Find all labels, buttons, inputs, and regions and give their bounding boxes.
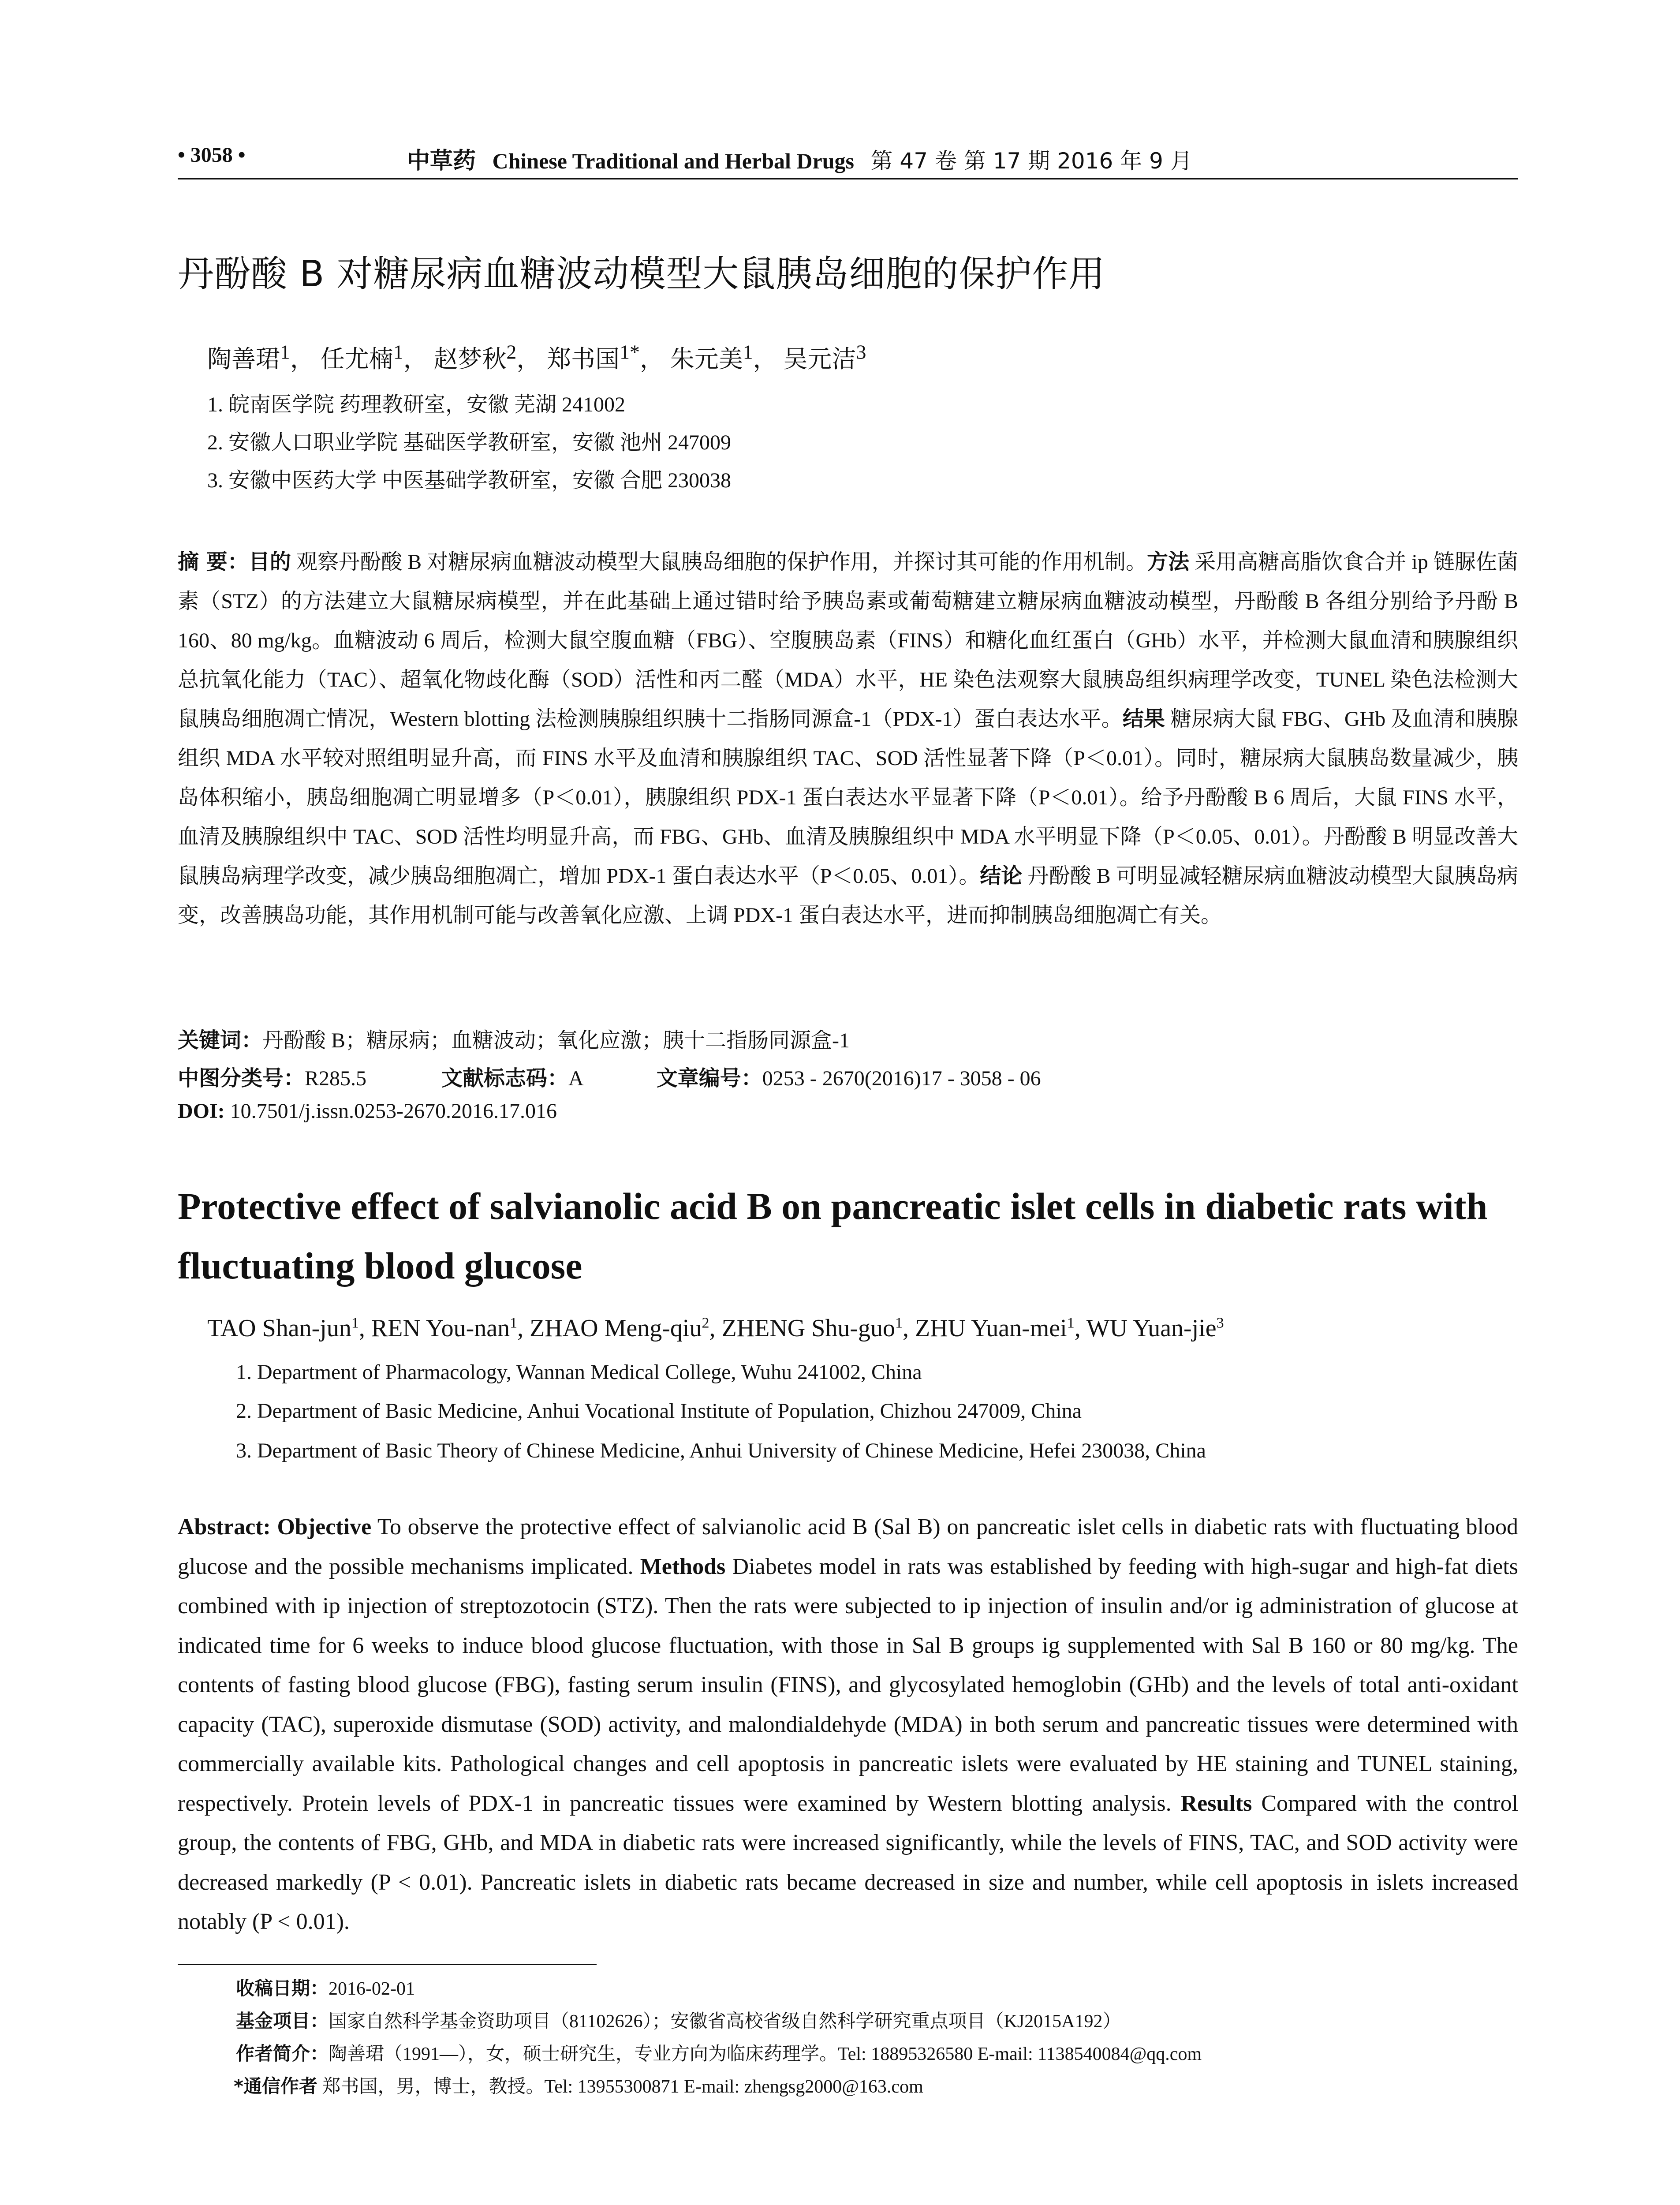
cn-results-text: 糖尿病大鼠 FBG、GHb 及血清和胰腺组织 MDA 水平较对照组明显升高，而 FINS 水平及血清和胰腺组织 TAC、SOD 活性显著下降（P＜0.01）。同时，糖尿病大鼠胰岛数量减少，胰岛体积缩小，胰岛细胞凋亡明显增多（P＜0.01），胰腺组织 PDX-1 蛋白表达水平显著下降（P＜0.01）。给予丹酚酸 B 6 周后，大鼠 FINS 水平，血清及胰腺组织中 TAC、SOD 活性均明显升高，而 FBG、GHb、血清及胰腺组织中 MDA 水平明显下降（P＜0.05、0.01）。丹酚酸 B 明显改善大鼠胰岛病理学改变，减少胰岛细胞凋亡，增加 PDX-1 蛋白表达水平（P＜0.05、0.01）。 xyxy=(178,707,1518,888)
footnote-corresponding xyxy=(234,2072,923,2098)
cn-keywords-text: 丹酚酸 B；糖尿病；血糖波动；氧化应激；胰十二指肠同源盒-1 xyxy=(262,1029,850,1052)
cn-authors: 陶善珺$^1$， 任尤楠$^1$， 赵梦秋$^2$， 郑书国$^{1*}$， 朱元美$^1$， 吴元洁$^3$ xyxy=(207,340,866,373)
cn-affiliation: 1. 皖南医学院 药理教研室，安徽 芜湖 241002 xyxy=(207,393,626,416)
corr-label: *通信作者 xyxy=(234,2075,317,2097)
author-bio-text: 陶善珺（1991—），女，硕士研究生，专业方向为临床药理学。Tel: 18895326580 E-mail: 1138540084@qq.com xyxy=(329,2044,1202,2064)
cn-author: 吴元洁 xyxy=(783,346,856,373)
en-author-aff: 1 xyxy=(1067,1315,1075,1331)
corr-text: 郑书国，男，博士，教授。Tel: 13955300871 E-mail: zhengsg2000@163.com xyxy=(322,2077,923,2097)
class-label: 中图分类号： xyxy=(178,1066,305,1091)
header-rule xyxy=(178,178,1518,179)
cn-author: 陶善珺 xyxy=(207,346,280,373)
cn-author: 郑书国 xyxy=(547,346,620,373)
cn-author-aff: 2 xyxy=(506,340,517,363)
cn-affiliation: 2. 安徽人口职业学院 基础医学教研室，安徽 池州 247009 xyxy=(207,431,732,454)
cn-methods-text: 采用高糖高脂饮食合并 ip 链脲佐菌素（STZ）的方法建立大鼠糖尿病模型，并在此基础上通过错时给予胰岛素或葡萄糖建立糖尿病血糖波动模型，丹酚酸 B 各组分别给予丹酚 B 160、80 mg/kg。血糖波动 6 周后，检测大鼠空腹血糖（FBG）、空腹胰岛素（FINS）和糖化血红蛋白（GHb）水平，并检测大鼠血清和胰腺组织总抗氧化能力（TAC）、超氧化物歧化酶（SOD）活性和丙二醛（MDA）水平，HE 染色法观察大鼠胰岛组织病理学改变，TUNEL 染色法检测大鼠胰岛细胞凋亡情况，Western blotting 法检测胰腺组织胰十二指肠同源盒-1（PDX-1）蛋白表达水平。 xyxy=(178,550,1518,731)
cn-objective-text: 观察丹酚酸 B 对糖尿病血糖波动模型大鼠胰岛细胞的保护作用，并探讨其可能的作用机制。 xyxy=(296,550,1147,574)
en-author-aff: 1 xyxy=(510,1315,518,1331)
en-authors: TAO Shan-jun$^1$, REN You-nan$^1$, ZHAO Meng-qiu$^2$, ZHENG Shu-guo$^1$, ZHU Yuan-mei$^1$, WU Yuan-jie$^3$ xyxy=(207,1315,1224,1342)
article-value: 0253 - 2670(2016)17 - 3058 - 06 xyxy=(762,1067,1041,1090)
en-author: TAO Shan-jun xyxy=(207,1315,351,1342)
cn-conclusion-label: 结论 xyxy=(980,863,1023,888)
cn-author-aff: 1 xyxy=(743,340,753,363)
doccode-label: 文献标志码： xyxy=(441,1066,569,1091)
article-label: 文章编号： xyxy=(656,1066,762,1091)
en-results-label: Results xyxy=(1180,1790,1252,1816)
en-affiliation: 1. Department of Pharmacology, Wannan Medical College, Wuhu 241002, China xyxy=(236,1360,922,1384)
en-author-aff: 3 xyxy=(1216,1315,1224,1331)
cn-conclusion-text: 丹酚酸 B 可明显减轻糖尿病血糖波动模型大鼠胰岛病变，改善胰岛功能，其作用机制可能与改善氧化应激、上调 PDX-1 蛋白表达水平，进而抑制胰岛细胞凋亡有关。 xyxy=(178,864,1518,927)
footnote-author-bio xyxy=(236,2039,1202,2066)
class-value: R285.5 xyxy=(305,1067,367,1090)
en-author: ZHENG Shu-guo xyxy=(721,1315,895,1342)
cn-affiliation: 3. 安徽中医药大学 中医基础学教研室，安徽 合肥 230038 xyxy=(207,469,732,492)
en-author: REN You-nan xyxy=(371,1315,510,1342)
en-author: ZHAO Meng-qiu xyxy=(530,1315,702,1342)
running-header xyxy=(178,140,1518,174)
fund-text: 国家自然科学基金资助项目（81102626）；安徽省高校省级自然科学研究重点项目（KJ2015A192） xyxy=(329,2011,1121,2032)
en-title: Protective effect of salvianolic acid B on pancreatic islet cells in diabetic rats with fluctuating blood glucose xyxy=(178,1185,1488,1287)
journal-name-cn: 中草药 xyxy=(407,148,476,174)
footnote-rule xyxy=(178,1964,597,1965)
cn-title: 丹酚酸 B 对糖尿病血糖波动模型大鼠胰岛细胞的保护作用 xyxy=(178,253,1105,295)
cn-author-aff: 1* xyxy=(620,340,640,363)
en-author-aff: 1 xyxy=(895,1315,903,1331)
en-author-aff: 1 xyxy=(351,1315,359,1331)
cn-author-aff: 3 xyxy=(856,340,866,363)
en-affiliation: 3. Department of Basic Theory of Chinese Medicine, Anhui University of Chinese Medicine, Hefei 230038, China xyxy=(236,1439,1206,1462)
page-number: • 3058 • xyxy=(178,143,246,167)
en-author: WU Yuan-jie xyxy=(1086,1315,1217,1342)
en-affiliation: 2. Department of Basic Medicine, Anhui Vocational Institute of Population, Chizhou 247009, China xyxy=(236,1399,1082,1423)
cn-classification xyxy=(178,1061,1041,1091)
received-label: 收稿日期： xyxy=(236,1977,329,1999)
cn-author: 任尤楠 xyxy=(320,346,393,373)
en-objective-text: To observe the protective effect of salvianolic acid B (Sal B) on pancreatic islet cells in diabetic rats with fluctuating blood glucose and the possible mechanisms implicated. xyxy=(178,1514,1519,1579)
received-date: 2016-02-01 xyxy=(329,1979,415,1999)
fund-label: 基金项目： xyxy=(236,2010,329,2032)
cn-abstract-label: 摘 要： xyxy=(178,549,249,574)
cn-abstract xyxy=(178,542,1518,935)
journal-issue: 第 47 卷 第 17 期 2016 年 9 月 xyxy=(870,148,1192,174)
journal-info xyxy=(407,142,1192,175)
journal-name-en: Chinese Traditional and Herbal Drugs xyxy=(492,149,854,173)
en-abstract-label: Abstract: xyxy=(178,1514,271,1540)
en-methods-label: Methods xyxy=(640,1554,726,1579)
footnote-received xyxy=(236,1974,415,2000)
cn-keywords xyxy=(178,1023,850,1054)
cn-author: 朱元美 xyxy=(670,346,743,373)
en-results-text: Compared with the control group, the contents of FBG, GHb, and MDA in diabetic rats were increased significantly, while the levels of FINS, TAC, and SOD activity were decreased markedly (P < 0.01). Pancreatic islets in diabetic rats became decreased in size and number, while cell apoptosis in islets increased notably (P < 0.01). xyxy=(178,1790,1519,1934)
cn-results-label: 结果 xyxy=(1122,706,1165,731)
cn-author-aff: 1 xyxy=(280,340,290,363)
cn-author: 赵梦秋 xyxy=(433,346,507,373)
en-methods-text: Diabetes model in rats was established by feeding with high-sugar and high-fat diets combined with ip injection of streptozotocin (STZ). Then the rats were subjected to ip injection of insulin and/or ig administration of glucose at indicated time for 6 weeks to induce blood glucose fluctuation, with those in Sal B groups ig supplemented with Sal B 160 or 80 mg/kg. The contents of fasting blood glucose (FBG), fasting serum insulin (FINS), and glycosylated hemoglobin (GHb) and the levels of total anti-oxidant capacity (TAC), superoxide dismutase (SOD) activity, and malondialdehyde (MDA) in both serum and pancreatic tissues were determined with commercially available kits. Pathological changes and cell apoptosis in pancreatic islets were evaluated by HE staining and TUNEL staining, respectively. Protein levels of PDX-1 in pancreatic tissues were examined by Western blotting analysis. xyxy=(178,1554,1519,1816)
author-bio-label: 作者简介： xyxy=(236,2043,329,2064)
en-author-aff: 2 xyxy=(702,1315,709,1331)
en-objective-label: Objective xyxy=(277,1514,372,1540)
cn-methods-label: 方法 xyxy=(1147,549,1190,574)
en-abstract xyxy=(178,1507,1518,1942)
doccode-value: A xyxy=(568,1067,584,1090)
cn-author-aff: 1 xyxy=(393,340,403,363)
en-author: ZHU Yuan-mei xyxy=(915,1315,1067,1342)
doi xyxy=(178,1099,557,1123)
cn-keywords-label: 关键词： xyxy=(178,1028,263,1053)
footnote-funding xyxy=(236,2007,1121,2033)
doi-label: DOI: xyxy=(178,1099,225,1123)
doi-value: 10.7501/j.issn.0253-2670.2016.17.016 xyxy=(230,1099,557,1123)
cn-objective-label: 目的 xyxy=(248,549,291,574)
